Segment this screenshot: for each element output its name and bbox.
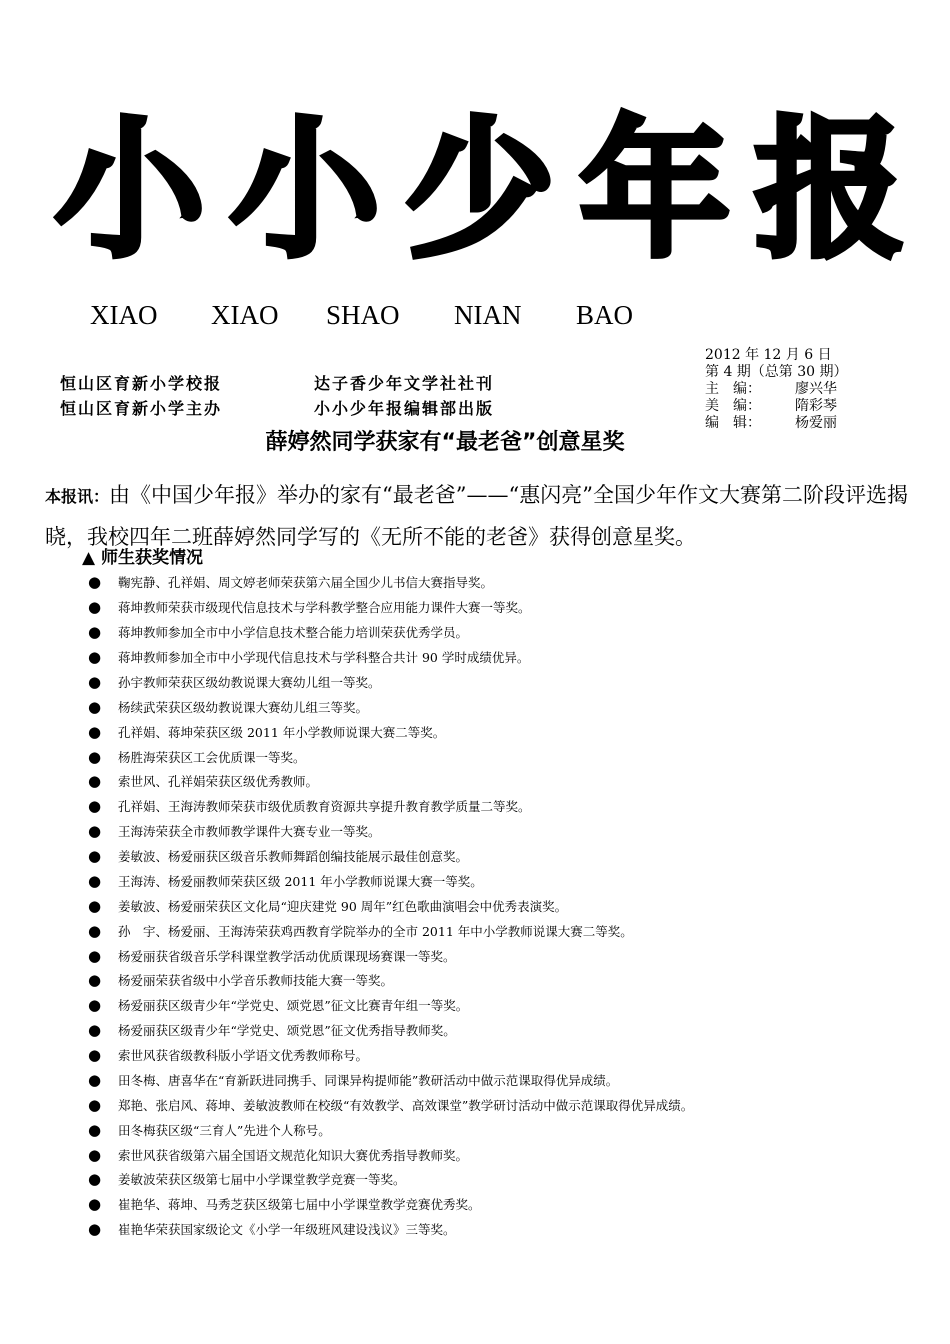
masthead-char: 报 — [754, 102, 905, 278]
list-item — [88, 719, 693, 744]
masthead-title — [55, 95, 905, 285]
list-item — [88, 794, 693, 819]
award-text: 蒋坤教师参加全市中小学现代信息技术与学科整合共计 90 学时成绩优异。 — [118, 650, 530, 666]
staff-role: 美 编： — [705, 398, 761, 414]
triangle-icon: ▲ — [82, 548, 96, 568]
staff-role: 编 辑： — [705, 415, 761, 431]
award-text: 杨爱丽获省级音乐学科课堂教学活动优质课现场赛课一等奖。 — [118, 948, 456, 964]
list-item — [88, 819, 693, 844]
list-item — [88, 1217, 693, 1242]
pinyin-word: NIAN — [454, 300, 522, 330]
section-heading — [82, 543, 203, 568]
list-item — [88, 968, 693, 993]
bullet-icon: ● — [88, 1070, 102, 1089]
award-text: 杨爱丽荣获省级中小学音乐教师技能大赛一等奖。 — [118, 973, 394, 989]
bullet-icon: ● — [88, 797, 102, 816]
bullet-icon: ● — [88, 1021, 102, 1040]
award-text: 郑艳、张启风、蒋坤、姜敏波教师在校级“有效教学、高效课堂”教学研讨活动中做示范课取得优异成绩。 — [118, 1097, 694, 1113]
staff-row — [705, 381, 905, 398]
bullet-icon: ● — [88, 573, 102, 592]
issue-info — [705, 347, 905, 432]
bullet-icon: ● — [88, 672, 102, 691]
list-item — [88, 645, 693, 670]
masthead-char: 小 — [55, 102, 206, 278]
bullet-icon: ● — [88, 921, 102, 940]
bullet-icon: ● — [88, 772, 102, 791]
award-text: 王海涛、杨爱丽教师荣获区级 2011 年小学教师说课大赛一等奖。 — [118, 873, 483, 889]
award-text: 崔艳华、蒋坤、马秀芝获区级第七届中小学课堂教学竞赛优秀奖。 — [118, 1197, 481, 1213]
bullet-icon: ● — [88, 1170, 102, 1189]
award-text: 崔艳华荣获国家级论文《小学一年级班风建设浅议》三等奖。 — [118, 1222, 456, 1238]
article-body: 由《中国少年报》举办的家有“最老爸”——“惠闪亮”全国少年作文大赛第二阶段评选揭晓，我校四年二班薛婷然同学写的《无所不能的老爸》获得创意星奖。 — [45, 483, 908, 549]
list-item — [88, 869, 693, 894]
bullet-icon: ● — [88, 1120, 102, 1139]
list-item — [88, 694, 693, 719]
staff-name: 隋彩琴 — [795, 398, 837, 414]
masthead-char: 年 — [579, 102, 730, 278]
award-text: 王海涛荣获全市教师教学课件大赛专业一等奖。 — [118, 824, 381, 840]
list-item — [88, 893, 693, 918]
award-text: 杨续武荣获区级幼教说课大赛幼儿组三等奖。 — [118, 699, 369, 715]
list-item — [88, 1192, 693, 1217]
bullet-icon: ● — [88, 996, 102, 1015]
award-text: 索世风获省级第六届全国语文规范化知识大赛优秀指导教师奖。 — [118, 1147, 469, 1163]
award-text: 索世风、孔祥娟荣获区级优秀教师。 — [118, 774, 319, 790]
list-item — [88, 620, 693, 645]
list-item — [88, 1018, 693, 1043]
bullet-icon: ● — [88, 1095, 102, 1114]
staff-name: 杨爱丽 — [795, 415, 837, 431]
award-text: 杨胜海荣获区工会优质课一等奖。 — [118, 749, 306, 765]
award-text: 姜敏波荣获区级第七届中小学课堂教学竞赛一等奖。 — [118, 1172, 406, 1188]
pinyin-word: BAO — [576, 300, 634, 330]
bullet-icon: ● — [88, 1220, 102, 1239]
award-text: 姜敏波、杨爱丽获区级音乐教师舞蹈创编技能展示最佳创意奖。 — [118, 849, 469, 865]
awards-list — [88, 570, 693, 1242]
list-item — [88, 1117, 693, 1142]
list-item — [88, 1092, 693, 1117]
award-text: 孔祥娟、王海涛教师荣获市级优质教育资源共享提升教育教学质量二等奖。 — [118, 799, 531, 815]
bullet-icon: ● — [88, 697, 102, 716]
pinyin-word: SHAO — [326, 300, 400, 330]
award-text: 田冬梅获区级“三育人”先进个人称号。 — [118, 1122, 331, 1138]
bullet-icon: ● — [88, 1195, 102, 1214]
list-item — [88, 595, 693, 620]
bullet-icon: ● — [88, 971, 102, 990]
publisher-host: 恒山区育新小学主办 — [60, 399, 223, 418]
award-text: 田冬梅、唐喜华在“育新跃进同携手、同课异构提师能”教研活动中做示范课取得优异成绩。 — [118, 1072, 619, 1088]
list-item — [88, 1068, 693, 1093]
bullet-icon: ● — [88, 1046, 102, 1065]
masthead-pinyin — [90, 300, 650, 336]
issue-number: 第 4 期（总第 30 期） — [705, 364, 848, 380]
bullet-icon: ● — [88, 896, 102, 915]
bullet-icon: ● — [88, 847, 102, 866]
list-item — [88, 570, 693, 595]
award-text: 蒋坤教师荣获市级现代信息技术与学科教学整合应用能力课件大赛一等奖。 — [118, 600, 531, 616]
bullet-icon: ● — [88, 946, 102, 965]
award-text: 孙 宇、杨爱丽、王海涛荣获鸡西教育学院举办的全市 2011 年中小学教师说课大赛二等奖。 — [118, 923, 633, 939]
list-item — [88, 744, 693, 769]
publisher-society: 达子香少年文学社社刊 — [314, 374, 495, 393]
list-item — [88, 670, 693, 695]
staff-name: 廖兴华 — [795, 381, 837, 397]
bullet-icon: ● — [88, 623, 102, 642]
article-tag: 本报讯： — [45, 487, 110, 506]
list-item — [88, 1043, 693, 1068]
article-headline: 薛婷然同学获家有“最老爸”创意星奖 — [265, 430, 625, 455]
award-text: 鞠宪静、孔祥娟、周文婷老师荣获第六届全国少儿书信大赛指导奖。 — [118, 575, 494, 591]
award-text: 蒋坤教师参加全市中小学信息技术整合能力培训荣获优秀学员。 — [118, 625, 469, 641]
bullet-icon: ● — [88, 648, 102, 667]
masthead-char: 少 — [404, 102, 555, 278]
masthead-char: 小 — [229, 102, 380, 278]
award-text: 索世风获省级教科版小学语文优秀教师称号。 — [118, 1048, 369, 1064]
bullet-icon: ● — [88, 1145, 102, 1164]
pinyin-word: XIAO — [211, 300, 279, 330]
list-item — [88, 1142, 693, 1167]
section-title: 师生获奖情况 — [101, 548, 203, 568]
publisher-editorial: 小小少年报编辑部出版 — [314, 399, 495, 418]
award-text: 孙宇教师荣获区级幼教说课大赛幼儿组一等奖。 — [118, 674, 381, 690]
award-text: 姜敏波、杨爱丽荣获区文化局“迎庆建党 90 周年”红色歌曲演唱会中优秀表演奖。 — [118, 898, 568, 914]
list-item — [88, 993, 693, 1018]
list-item — [88, 918, 693, 943]
staff-role: 主 编： — [705, 381, 761, 397]
award-text: 杨爱丽获区级青少年“学党史、颂党恩”征文比赛青年组一等奖。 — [118, 998, 469, 1014]
list-item — [88, 943, 693, 968]
award-text: 杨爱丽获区级青少年“学党史、颂党恩”征文优秀指导教师奖。 — [118, 1023, 456, 1039]
issue-date: 2012 年 12 月 6 日 — [705, 347, 832, 363]
list-item — [88, 769, 693, 794]
list-item — [88, 844, 693, 869]
staff-row — [705, 398, 905, 415]
publisher-school: 恒山区育新小学校报 — [60, 374, 223, 393]
bullet-icon: ● — [88, 722, 102, 741]
list-item — [88, 1167, 693, 1192]
bullet-icon: ● — [88, 871, 102, 890]
bullet-icon: ● — [88, 747, 102, 766]
bullet-icon: ● — [88, 598, 102, 617]
pinyin-word: XIAO — [90, 300, 158, 330]
bullet-icon: ● — [88, 822, 102, 841]
award-text: 孔祥娟、蒋坤荣获区级 2011 年小学教师说课大赛二等奖。 — [118, 724, 446, 740]
